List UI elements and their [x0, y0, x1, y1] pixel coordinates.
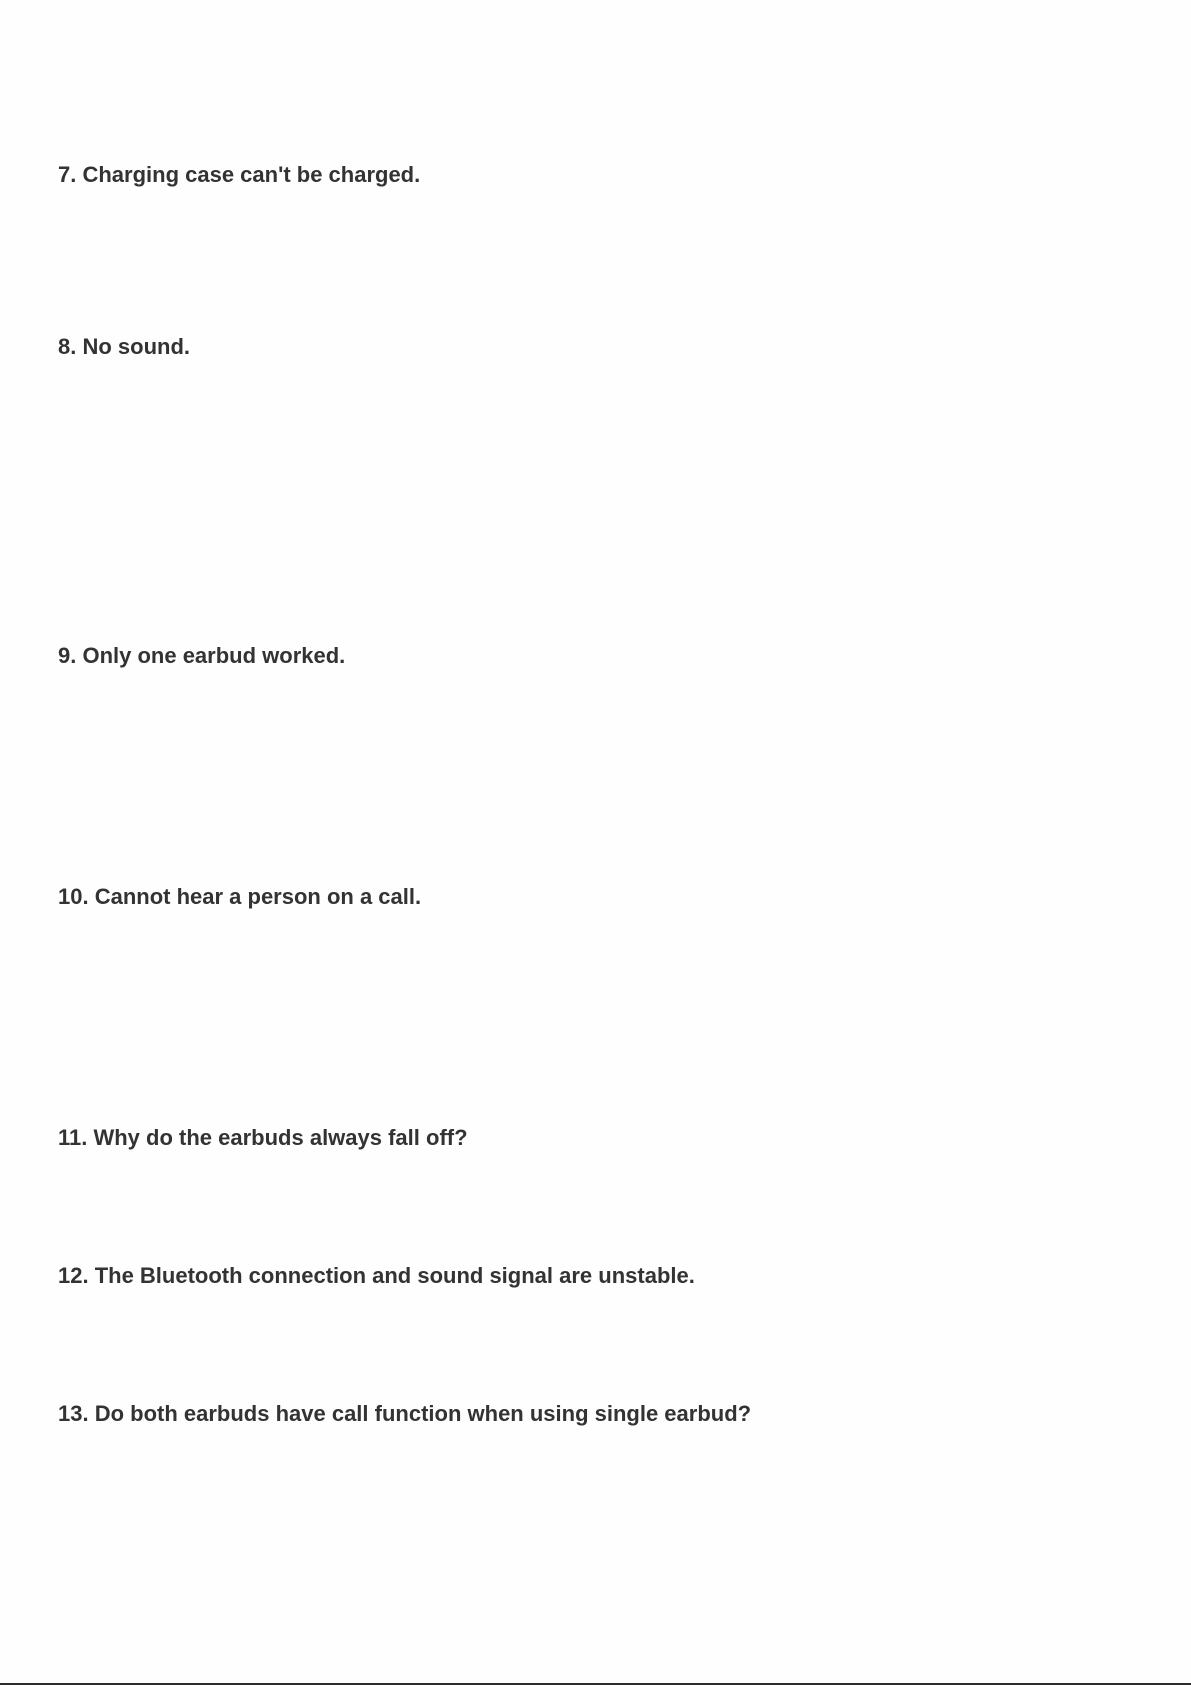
faq-heading-9: 9. Only one earbud worked. [58, 643, 346, 668]
faq-heading-7: 7. Charging case can't be charged. [58, 162, 421, 187]
faq-heading-13: 13. Do both earbuds have call function when using single earbud? [58, 1401, 752, 1426]
faq-heading-11: 11. Why do the earbuds always fall off? [58, 1125, 468, 1150]
faq-heading-10: 10. Cannot hear a person on a call. [58, 884, 422, 909]
faq-heading-12: 12. The Bluetooth connection and sound signal are unstable. [58, 1263, 695, 1288]
faq-heading-8: 8. No sound. [58, 334, 190, 359]
